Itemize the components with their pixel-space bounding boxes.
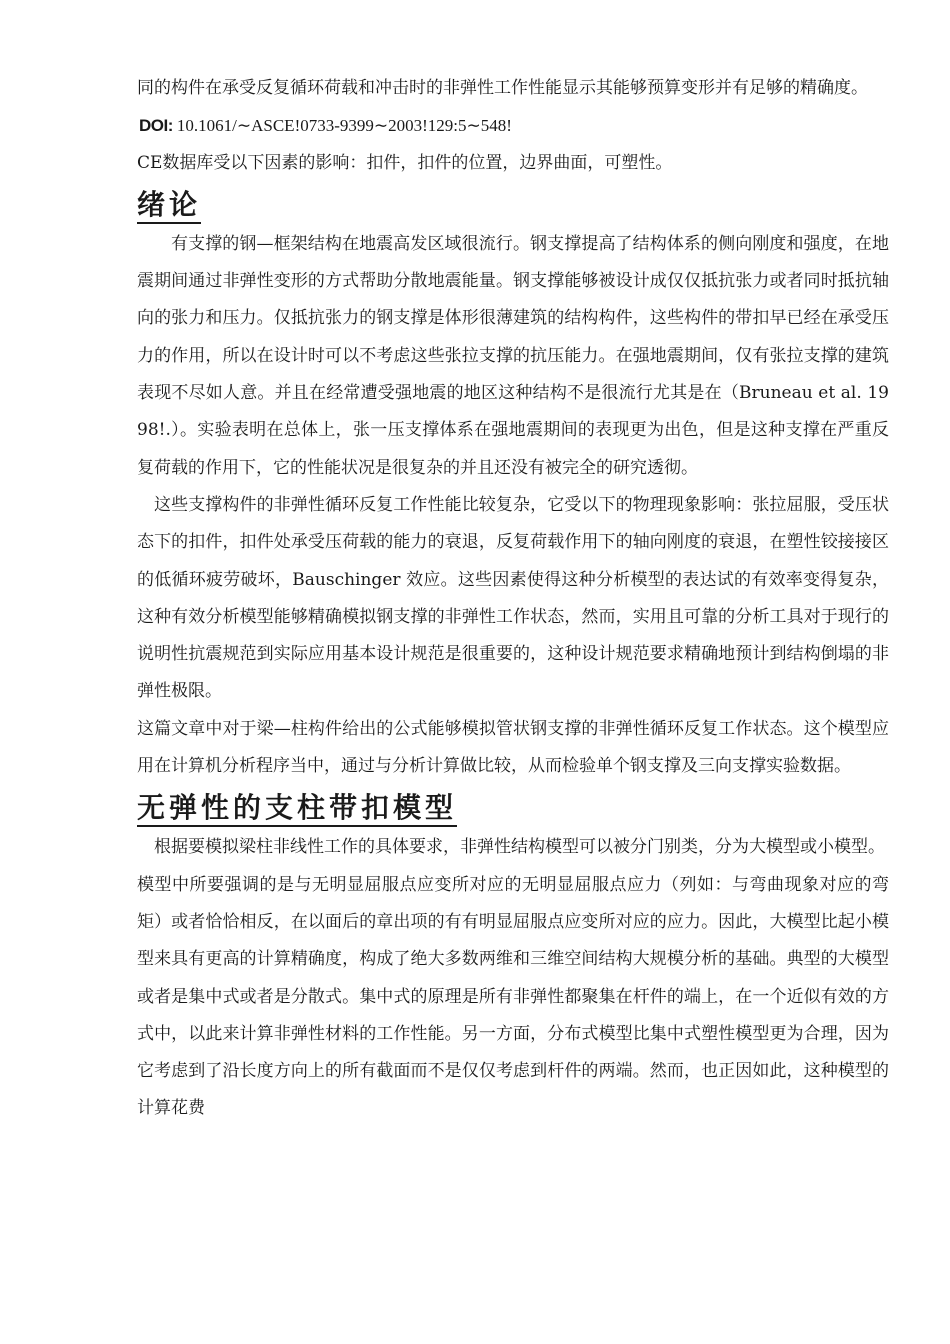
heading-inelastic-buckling-model (137, 789, 889, 827)
heading-introduction-text: 绪论 (137, 188, 201, 224)
section1-paragraph-2: 模型中所要强调的是与无明显屈服点应变所对应的无明显屈服点应力（列如：与弯曲现象对应的弯矩）或者恰恰相反，在以面后的章出项的有有明显屈服点应变所对应的应力。因此，大模型比起小模型来具有更高的计算精确度，构成了绝大多数两维和三维空间结构大规模分析的基础。典型的大模型或者是集中式或者是分散式。集中式的原理是所有非弹性都聚集在杆件的端上，在一个近似有效的方式中，以此来计算非弹性材料的工作性能。另一方面，分布式模型比集中式塑性模型更为合理，因为它考虑到了沿长度方向上的所有截面而不是仅仅考虑到杆件的两端。然而，也正因如此，这种模型的计算花费 (137, 874, 889, 1119)
ce-database-line: CE数据库受以下因素的影响：扣件，扣件的位置，边界曲面，可塑性。 (137, 152, 673, 173)
doi-line (137, 107, 889, 144)
intro-paragraph-1: 有支撑的钢—框架结构在地震高发区域很流行。钢支撑提高了结构体系的侧向刚度和强度，在地震期间通过非弹性变形的方式帮助分散地震能量。钢支撑能够被设计成仅仅抵抗张力或者同时抵抗轴向的张力和压力。仅抵抗张力的钢支撑是体形很薄建筑的结构构件，这些构件的带扣早已经在承受压力的作用，所以在设计时可以不考虑这些张拉支撑的抗压能力。在强地震期间，仅有张拉支撑的建筑表现不尽如人意。并且在经常遭受强地震的地区这种结构不是很流行尤其是在（Bruneau et al. 1998!.）。实验表明在总体上，张一压支撑体系在强地震期间的表现更为出色，但是这种支撑在严重反复荷载的作用下，它的性能状况是很复杂的并且还没有被完全的研究透彻。 (137, 233, 889, 478)
doi-value: 10.1061/∼ASCE!0733-9399∼2003!129:5∼548! (176, 116, 512, 136)
intro-paragraph-2: 这些支撑构件的非弹性循环反复工作性能比较复杂，它受以下的物理现象影响：张拉屈服，受压状态下的扣件，扣件处承受压荷载的能力的衰退，反复荷载作用下的轴向刚度的衰退，在塑性铰接接区的低循环疲劳破坏，Bauschinger 效应。这些因素使得这种分析模型的表达试的有效率变得复杂，这种有效分析模型能够精确模拟钢支撑的非弹性工作状态，然而，实用且可靠的分析工具对于现行的说明性抗震规范到实际应用基本设计规范是很重要的，这种设计规范要求精确地预计到结构倒塌的非弹性极限。 (137, 494, 889, 702)
doi-label: DOI: (139, 116, 173, 136)
intro-paragraph-3: 这篇文章中对于梁—柱构件给出的公式能够模拟管状钢支撑的非弹性循环反复工作状态。这个模型应用在计算机分析程序当中，通过与分析计算做比较，从而检验单个钢支撑及三向支撑实验数据。 (137, 718, 889, 777)
section1-paragraph-1: 根据要模拟梁柱非线性工作的具体要求，非弹性结构模型可以被分门别类，分为大模型或小模型。 (154, 837, 885, 858)
abstract-continuation: 同的构件在承受反复循环荷载和冲击时的非弹性工作性能显示其能够预算变形并有足够的精确度。 (137, 78, 868, 98)
heading-inelastic-buckling-model-text: 无弹性的支柱带扣模型 (137, 791, 457, 827)
heading-introduction (137, 186, 889, 224)
document-page (137, 70, 889, 1128)
